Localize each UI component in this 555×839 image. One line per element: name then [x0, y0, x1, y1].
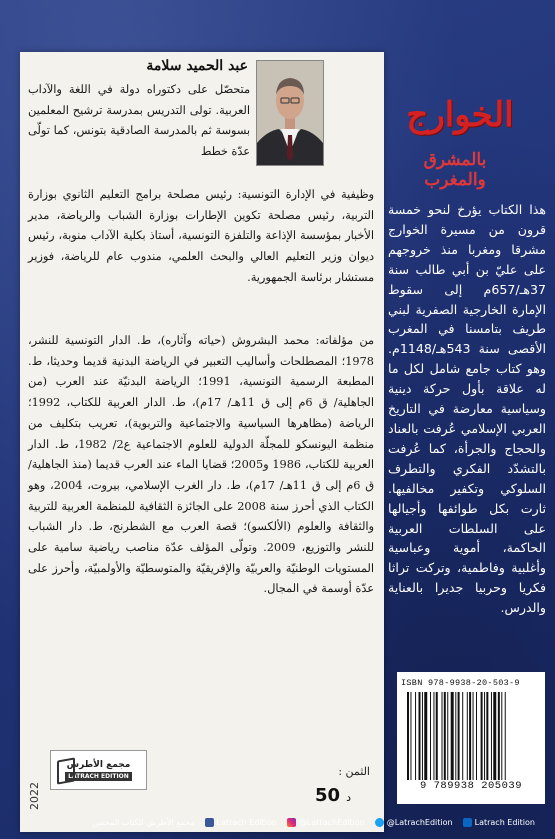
price-currency: د — [346, 791, 351, 804]
barcode-bars — [407, 692, 535, 780]
barcode-digits: 9 789938 205039 — [419, 780, 522, 792]
facebook-label: Latrach Edition — [216, 817, 277, 827]
price-label: الثمن : — [338, 765, 370, 778]
author-bio-career: وظيفية في الإدارة التونسية: رئيس مصلحة برامج التعليم الثانوي بوزارة التربية، رئيس مصلحة تكوين الإطارات بوزارة الشباب والرياضة، مدير الأخبار بمؤسسة الإذاعة والتلفزة التونسية، أستاذ بكلية الآداب منوبة، رئيس ديوان وزير التعليم العالي والبحث العلمي، مندوب عام للرياضة، فوزير مستشار برئاسة الجمهورية. — [28, 188, 374, 284]
book-logo-icon — [57, 757, 75, 784]
barcode — [397, 672, 545, 804]
publisher-logo — [50, 750, 147, 790]
facebook-link[interactable] — [205, 818, 277, 827]
price-value: 50 — [315, 785, 341, 806]
twitter-label: @LatrachEdition — [386, 817, 453, 827]
linkedin-icon — [463, 818, 472, 827]
publisher-logo-arabic: مجمع الأطرش — [66, 759, 131, 770]
facebook-icon — [205, 818, 214, 827]
twitter-link[interactable] — [375, 818, 453, 827]
publisher-logo-english: LATRACH EDITION — [65, 772, 132, 781]
footer-publisher-text: مجمع الأطرش للكتاب المختص — [92, 817, 195, 827]
footer — [0, 811, 555, 833]
author-bio-works: من مؤلفاته: محمد البشروش (حياته وآثاره)، ط. الدار التونسية للنشر، 1978؛ المصطلحات وأساليب التعبير في الرياضة البدنية قديما وحديثا، ط. المطبعة الرسمية التونسية، 1991؛ الرياضة البدنيّة عند العرب (من الجاهلية/ ق 6م إلى ق 11هـ/ 17م)، ط. الدار العربية للكتاب، 1992؛ الرياضة (مظاهرها السياسية والاجتماعية والتربوية)، تعريب بتكليف من منظمة اليونسكو للمجلّة الدولية للعلوم الاجتماعية ع2/ 1982، ط. الدار العربية للكتاب، 1986 و2005؛ قضايا الماء عند العرب قديما (منذ الجاهلية/ ق 6م إلى ق 11هـ/ 17م)، ط. دار الغرب الإسلامي، بيروت، 2004، وهو الكتاب الذي أحرز سنة 2008 على الجائزة الثقافية للمنظمة العربية للتربية والثقافة والعلوم (الألكسو)؛ قصة العرب مع الشطرنج، ط. دار الشباب للنشر والتوزيع، 2009. وتولّى المؤلف عدّة مناصب رياضية سامية على المستويات الوطنيّة والعربيّة والإفريقيّة والمتوسطيّة والأولمبيّة، وأحرز على عدّة أوسمة في المجال. — [28, 334, 375, 596]
author-name: عبد الحميد سلامة — [146, 58, 248, 74]
book-title: الخوارج — [406, 95, 514, 135]
book-subtitle: بالمشرق والمغرب — [423, 150, 487, 190]
author-portrait-icon — [257, 61, 323, 165]
linkedin-label: Latrach Edition — [474, 817, 535, 827]
publication-year: 2022 — [28, 782, 41, 810]
instagram-icon — [287, 818, 296, 827]
instagram-label: @LatrachEdition — [298, 817, 365, 827]
isbn-label: ISBN 978-9938-20-503-9 — [401, 678, 520, 688]
linkedin-link[interactable] — [463, 818, 535, 827]
price — [315, 785, 375, 806]
author-bio-intro: متحصّل على دكتوراه دولة في اللغة والآداب العربية. تولى التدريس بمدرسة ترشيح المعلمين بسوسة ثم بالمدرسة الصادقية بتونس، كما تولّى عدّة خطط — [28, 83, 250, 159]
twitter-icon — [375, 818, 384, 827]
instagram-link[interactable] — [287, 818, 365, 827]
author-photo — [256, 60, 324, 166]
book-description: هذا الكتاب يؤرخ لنحو خمسة قرون من مسيرة الخوارج مشرقا ومغربا منذ خروجهم على عليّ بن أبي طالب سنة 37هـ/657م إلى سقوط الإمارة الخارجية الصفرية لبني طريف بتامسنا في المغرب الأقصى سنة 543هـ/1148م. وهو كتاب جامع شامل لكل ما له علاقة بأول حركة دينية وسياسية معارضة في التاريخ العربي الإسلامي عُرفت بالعناد والحجاج والجرأة، كما عُرفت بالتشدّد الفكري والتطرف السلوكي وتكفير مخالفيها. ثارت بكل طوائفها وأجيالها على السلطات العربية الحاكمة، أموية وعباسية وأغلبية وفاطمية، وتركت تراثا فكريا وحربيا جديرا بالعناية والدرس. — [388, 202, 546, 616]
